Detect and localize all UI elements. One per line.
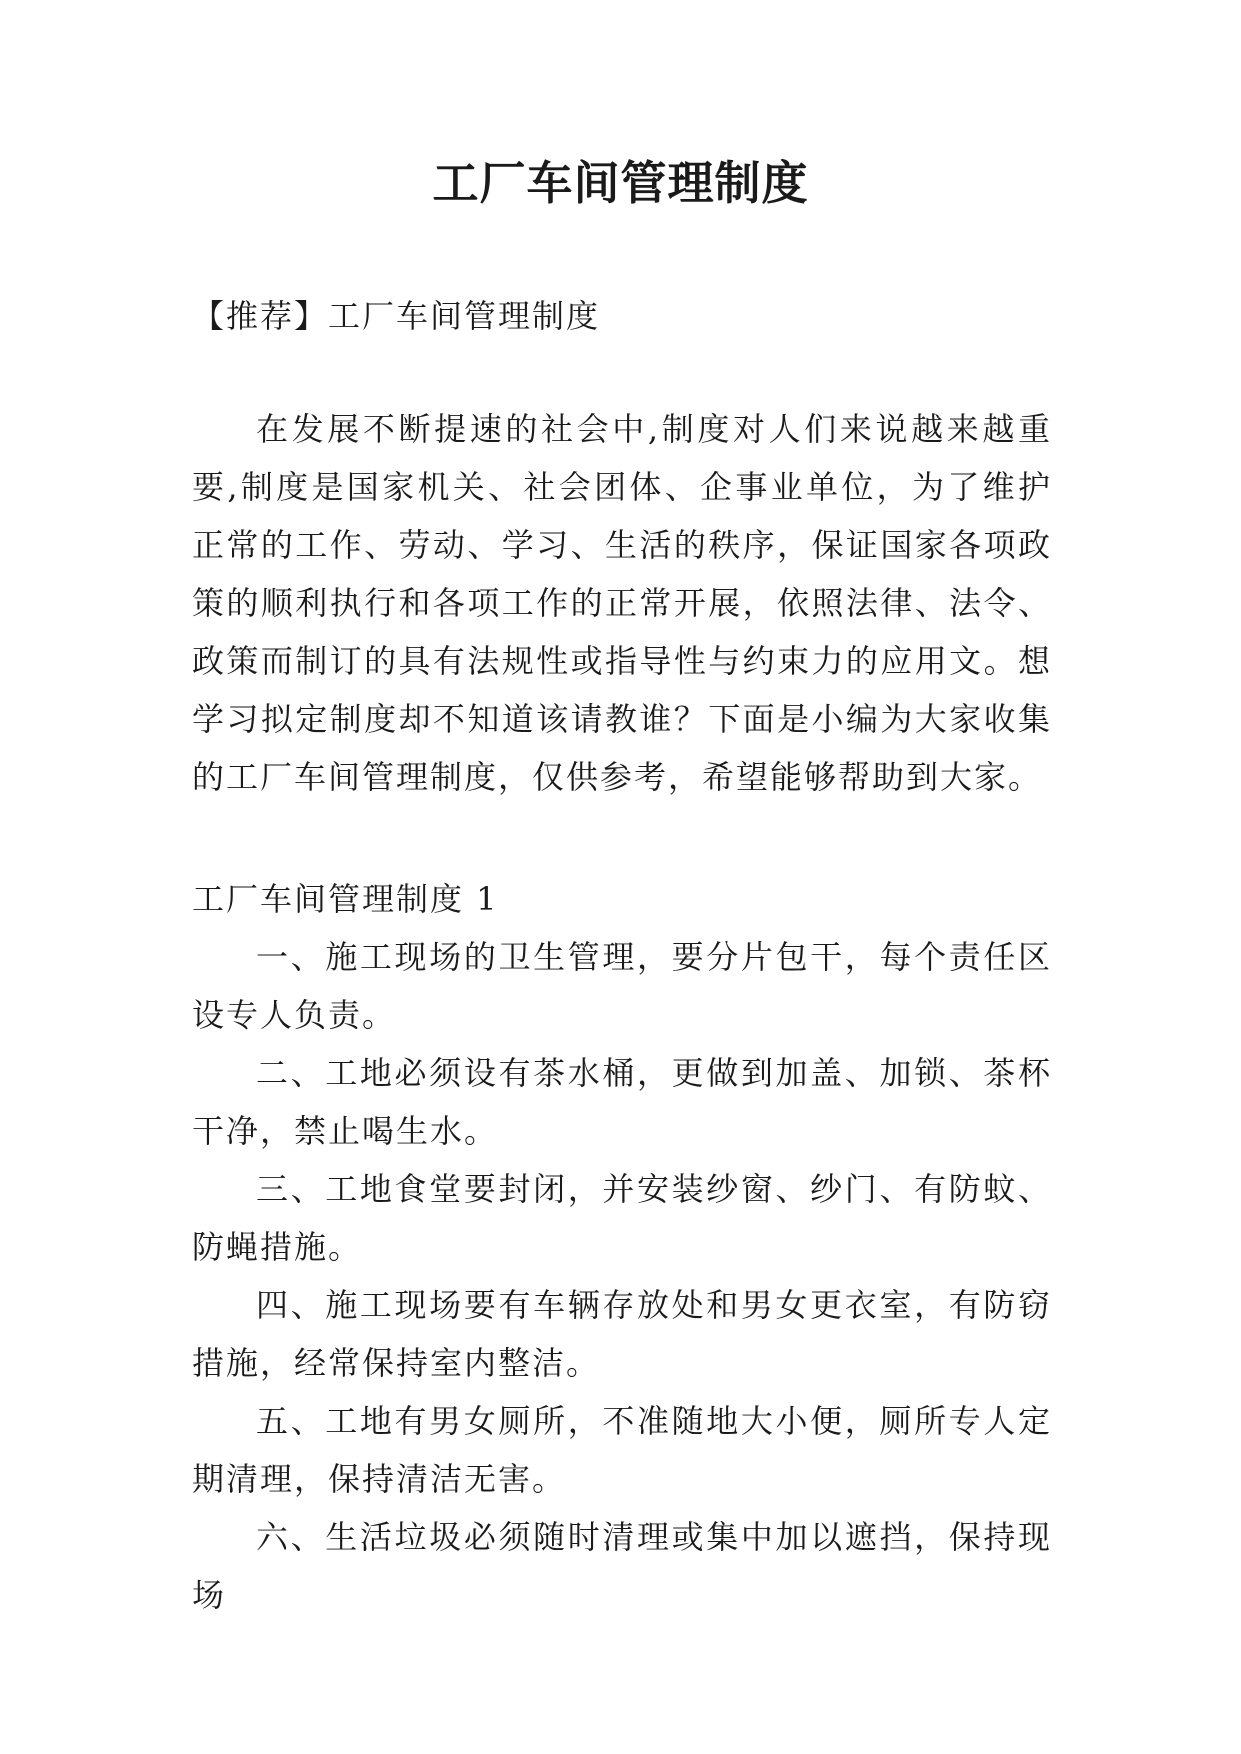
rule-item: 二、工地必须设有茶水桶，更做到加盖、加锁、茶杯干净，禁止喝生水。	[192, 1054, 1052, 1150]
intro-paragraph: 在发展不断提速的社会中,制度对人们来说越来越重要,制度是国家机关、社会团体、企事业单位，为了维护正常的工作、劳动、学习、生活的秩序，保证国家各项政策的顺利执行和各项工作的正常开展，依照法律、法令、政策而制订的具有法规性或指导性与约束力的应用文。想学习拟定制度却不知道该请教谁？下面是小编为大家收集的工厂车间管理制度，仅供参考，希望能够帮助到大家。	[192, 410, 1052, 796]
document-title: 工厂车间管理制度	[432, 156, 809, 210]
rule-item: 五、工地有男女厕所，不准随地大小便，厕所专人定期清理，保持清洁无害。	[192, 1402, 1052, 1498]
document-subtitle: 【推荐】工厂车间管理制度	[192, 297, 601, 335]
rule-item: 六、生活垃圾必须随时清理或集中加以遮挡，保持现场	[192, 1518, 1052, 1614]
section-heading: 工厂车间管理制度 1	[192, 880, 499, 918]
rule-item: 四、施工现场要有车辆存放处和男女更衣室，有防窃措施，经常保持室内整洁。	[192, 1286, 1052, 1382]
rules-list	[192, 928, 1052, 1624]
rule-item: 一、施工现场的卫生管理，要分片包干，每个责任区设专人负责。	[192, 938, 1052, 1034]
rule-item: 三、工地食堂要封闭，并安装纱窗、纱门、有防蚊、防蝇措施。	[192, 1170, 1052, 1266]
